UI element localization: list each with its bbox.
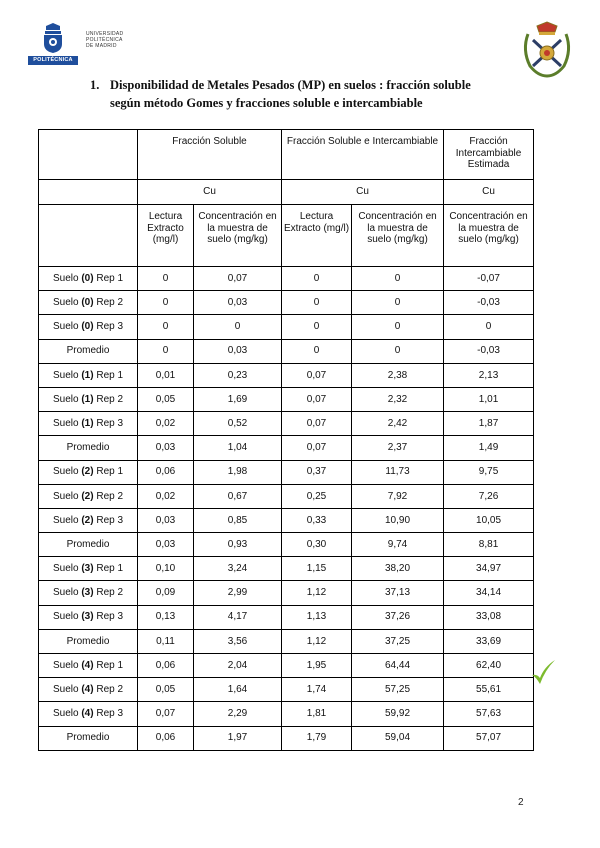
table-cell: 0 [138, 315, 194, 339]
empty-corner-cell [39, 130, 138, 180]
metals-table [38, 129, 534, 751]
table-cell: 0 [194, 315, 282, 339]
table-cell: 0,13 [138, 605, 194, 629]
row-label-text: Suelo [52, 708, 82, 720]
section-number: 1. [90, 78, 100, 92]
table-cell: 0,03 [138, 533, 194, 557]
table-cell: 0,03 [138, 508, 194, 532]
table-cell: 0,23 [194, 363, 282, 387]
group-header-soluble-exchangeable: Fracción Soluble e Intercambiable [282, 130, 444, 180]
element-header-row [39, 180, 534, 205]
empty-corner-cell [39, 205, 138, 267]
row-label-rep: Rep 1 [93, 563, 124, 575]
row-label [39, 484, 138, 508]
table-cell: 0,05 [138, 678, 194, 702]
subheader-cell: Concentración en la muestra de suelo (mg/kg) [194, 205, 282, 267]
table-cell: 0,09 [138, 581, 194, 605]
element-header: Cu [444, 180, 534, 205]
row-label [39, 508, 138, 532]
row-label-sample: (4) [81, 684, 94, 696]
table-cell: 0 [352, 267, 444, 291]
table-cell: 0,07 [282, 363, 352, 387]
row-label [39, 387, 138, 411]
table-cell: 1,81 [282, 702, 352, 726]
row-label [39, 412, 138, 436]
row-label-rep: Rep 1 [93, 466, 124, 478]
table-row [39, 629, 534, 653]
table-cell: 11,73 [352, 460, 444, 484]
table-cell: 0,02 [138, 484, 194, 508]
row-label-text: Promedio [66, 732, 110, 744]
row-label-sample: (2) [81, 490, 94, 502]
row-label-text: Suelo [52, 297, 82, 309]
table-cell: 0,10 [138, 557, 194, 581]
subheader-cell: Concentración en la muestra de suelo (mg/kg) [444, 205, 534, 267]
table-cell: 1,97 [194, 726, 282, 750]
table-cell: 0,02 [138, 412, 194, 436]
table-row [39, 508, 534, 532]
row-label [39, 605, 138, 629]
table-cell: 0 [138, 339, 194, 363]
row-label [39, 339, 138, 363]
row-label-sample: (4) [81, 708, 94, 720]
row-label [39, 654, 138, 678]
university-name: UNIVERSIDAD POLITÉCNICA DE MADRID [86, 31, 124, 49]
table-cell: 9,75 [444, 460, 534, 484]
table-cell: 0,11 [138, 629, 194, 653]
table-cell: 34,14 [444, 581, 534, 605]
row-label [39, 291, 138, 315]
row-label-sample: (0) [81, 297, 94, 309]
table-cell: 0,33 [282, 508, 352, 532]
table-cell: 34,97 [444, 557, 534, 581]
row-label [39, 315, 138, 339]
row-label-text: Suelo [52, 272, 82, 284]
table-row [39, 339, 534, 363]
subheader-cell: Lectura Extracto (mg/l) [282, 205, 352, 267]
row-label-text: Suelo [52, 393, 82, 405]
row-label-text: Suelo [52, 611, 82, 623]
table-cell: -0,03 [444, 339, 534, 363]
table-row [39, 436, 534, 460]
row-label-rep: Rep 1 [93, 369, 124, 381]
row-label-sample: (0) [81, 272, 94, 284]
table-row [39, 363, 534, 387]
table-row [39, 460, 534, 484]
table-row [39, 581, 534, 605]
table-cell: 0,07 [194, 267, 282, 291]
table-row [39, 726, 534, 750]
table-cell: 1,13 [282, 605, 352, 629]
table-cell: 33,08 [444, 605, 534, 629]
table-cell: 2,42 [352, 412, 444, 436]
table-cell: 2,13 [444, 363, 534, 387]
table-cell: 0,67 [194, 484, 282, 508]
table-cell: 2,38 [352, 363, 444, 387]
table-cell: 1,69 [194, 387, 282, 411]
table-row [39, 291, 534, 315]
element-header: Cu [282, 180, 444, 205]
row-label [39, 629, 138, 653]
table-cell: 0,03 [194, 291, 282, 315]
table-row [39, 605, 534, 629]
row-label-rep: Rep 2 [93, 393, 124, 405]
row-label-sample: (1) [81, 417, 94, 429]
group-header-exchangeable-estimated: Fracción Intercambiable Estimada [444, 130, 534, 180]
row-label-sample: (3) [81, 587, 94, 599]
row-label-text: Suelo [52, 466, 82, 478]
table-cell: 3,56 [194, 629, 282, 653]
table-cell: 0,03 [194, 339, 282, 363]
table-cell: 1,98 [194, 460, 282, 484]
row-label [39, 363, 138, 387]
table-row [39, 484, 534, 508]
table-cell: 0 [282, 291, 352, 315]
school-crest-icon [520, 20, 574, 78]
table-cell: 1,01 [444, 387, 534, 411]
table-cell: 1,87 [444, 412, 534, 436]
table-cell: 1,04 [194, 436, 282, 460]
row-label-text: Suelo [52, 369, 82, 381]
table-cell: 0 [138, 267, 194, 291]
row-label-text: Suelo [52, 587, 82, 599]
table-cell: 0,52 [194, 412, 282, 436]
row-label-text: Suelo [52, 659, 82, 671]
row-label-sample: (4) [81, 659, 94, 671]
table-cell: 0 [282, 339, 352, 363]
table-cell: 9,74 [352, 533, 444, 557]
title-line-1: Disponibilidad de Metales Pesados (MP) en suelos : fracción soluble [110, 78, 471, 92]
table-cell: 1,12 [282, 581, 352, 605]
row-label [39, 726, 138, 750]
row-label-rep: Rep 3 [93, 708, 124, 720]
row-label-text: Suelo [52, 417, 82, 429]
table-cell: 0 [282, 267, 352, 291]
table-cell: 10,05 [444, 508, 534, 532]
upm-logo [28, 22, 138, 66]
row-label-rep: Rep 2 [93, 490, 124, 502]
row-label-text: Suelo [52, 684, 82, 696]
table-cell: 0,06 [138, 654, 194, 678]
row-label-sample: (1) [81, 369, 94, 381]
table-cell: 0,85 [194, 508, 282, 532]
logo-bar-text: POLITÉCNICA [28, 56, 78, 65]
table-cell: 1,12 [282, 629, 352, 653]
table-cell: 0 [444, 315, 534, 339]
row-label-text: Promedio [66, 538, 110, 550]
row-label [39, 702, 138, 726]
table-row [39, 702, 534, 726]
table-row [39, 387, 534, 411]
row-label [39, 557, 138, 581]
table-cell: 1,95 [282, 654, 352, 678]
row-label-rep: Rep 2 [93, 684, 124, 696]
row-label-text: Promedio [66, 635, 110, 647]
row-label-sample: (2) [81, 514, 94, 526]
group-header-soluble: Fracción Soluble [138, 130, 282, 180]
table-cell: -0,07 [444, 267, 534, 291]
table-cell: 10,90 [352, 508, 444, 532]
table-cell: 0,05 [138, 387, 194, 411]
table-row [39, 678, 534, 702]
table-row [39, 654, 534, 678]
table-cell: 0,07 [282, 412, 352, 436]
table-cell: 2,32 [352, 387, 444, 411]
table-cell: 37,25 [352, 629, 444, 653]
checkmark-icon [530, 658, 556, 688]
table-cell: 57,07 [444, 726, 534, 750]
table-row [39, 557, 534, 581]
row-label-rep: Rep 3 [93, 321, 124, 333]
table-cell: 0,07 [282, 387, 352, 411]
row-label-rep: Rep 3 [93, 417, 124, 429]
row-label [39, 581, 138, 605]
table-cell: 62,40 [444, 654, 534, 678]
table-cell: 2,99 [194, 581, 282, 605]
row-label-sample: (1) [81, 393, 94, 405]
row-label-rep: Rep 1 [93, 272, 124, 284]
row-label [39, 678, 138, 702]
table-cell: 4,17 [194, 605, 282, 629]
table-cell: 57,63 [444, 702, 534, 726]
table-cell: 0,07 [282, 436, 352, 460]
table-cell: 59,04 [352, 726, 444, 750]
row-label [39, 533, 138, 557]
table-cell: 1,74 [282, 678, 352, 702]
table-cell: 0 [282, 315, 352, 339]
table-cell: 57,25 [352, 678, 444, 702]
table-cell: 7,92 [352, 484, 444, 508]
empty-corner-cell [39, 180, 138, 205]
table-cell: 0 [352, 291, 444, 315]
row-label [39, 267, 138, 291]
table-cell: 0,06 [138, 460, 194, 484]
table-cell: 37,13 [352, 581, 444, 605]
table-cell: 38,20 [352, 557, 444, 581]
table-cell: 7,26 [444, 484, 534, 508]
title-line-2: según método Gomes y fracciones soluble e intercambiable [110, 96, 423, 110]
row-label-sample: (3) [81, 611, 94, 623]
table-row [39, 267, 534, 291]
row-label-text: Promedio [66, 442, 110, 454]
table-cell: 59,92 [352, 702, 444, 726]
table-cell: 0,93 [194, 533, 282, 557]
row-label [39, 460, 138, 484]
row-label-text: Suelo [52, 514, 82, 526]
table-cell: 64,44 [352, 654, 444, 678]
table-cell: 37,26 [352, 605, 444, 629]
table-cell: 0,07 [138, 702, 194, 726]
table-cell: 0,06 [138, 726, 194, 750]
table-cell: 1,79 [282, 726, 352, 750]
row-label-rep: Rep 2 [93, 297, 124, 309]
group-header-row [39, 130, 534, 180]
table-cell: 33,69 [444, 629, 534, 653]
row-label-text: Promedio [66, 345, 110, 357]
table-cell: 0 [352, 339, 444, 363]
table-row [39, 412, 534, 436]
page-number: 2 [518, 797, 524, 808]
row-label-text: Suelo [52, 321, 82, 333]
table-cell: 0,37 [282, 460, 352, 484]
table-cell: 2,29 [194, 702, 282, 726]
table-body [39, 267, 534, 751]
row-label-sample: (2) [81, 466, 94, 478]
row-label-sample: (3) [81, 563, 94, 575]
table-cell: 0 [138, 291, 194, 315]
row-label-text: Suelo [52, 490, 82, 502]
university-crest-icon [40, 22, 66, 54]
table-cell: 1,64 [194, 678, 282, 702]
subheader-cell: Concentración en la muestra de suelo (mg/kg) [352, 205, 444, 267]
table-cell: 3,24 [194, 557, 282, 581]
subheader-row [39, 205, 534, 267]
element-header: Cu [138, 180, 282, 205]
table-cell: 2,37 [352, 436, 444, 460]
table-cell: 0 [352, 315, 444, 339]
section-title [90, 76, 510, 112]
row-label-rep: Rep 1 [93, 659, 124, 671]
row-label-sample: (0) [81, 321, 94, 333]
table-row [39, 533, 534, 557]
row-label-text: Suelo [52, 563, 82, 575]
row-label-rep: Rep 3 [93, 611, 124, 623]
table-cell: 0,30 [282, 533, 352, 557]
row-label-rep: Rep 3 [93, 514, 124, 526]
table-cell: 2,04 [194, 654, 282, 678]
row-label [39, 436, 138, 460]
table-cell: 0,03 [138, 436, 194, 460]
table-cell: 55,61 [444, 678, 534, 702]
row-label-rep: Rep 2 [93, 587, 124, 599]
table-cell: 1,15 [282, 557, 352, 581]
table-cell: 0,25 [282, 484, 352, 508]
table-cell: 0,01 [138, 363, 194, 387]
table-cell: -0,03 [444, 291, 534, 315]
table-cell: 1,49 [444, 436, 534, 460]
table-row [39, 315, 534, 339]
subheader-cell: Lectura Extracto (mg/l) [138, 205, 194, 267]
table-cell: 8,81 [444, 533, 534, 557]
